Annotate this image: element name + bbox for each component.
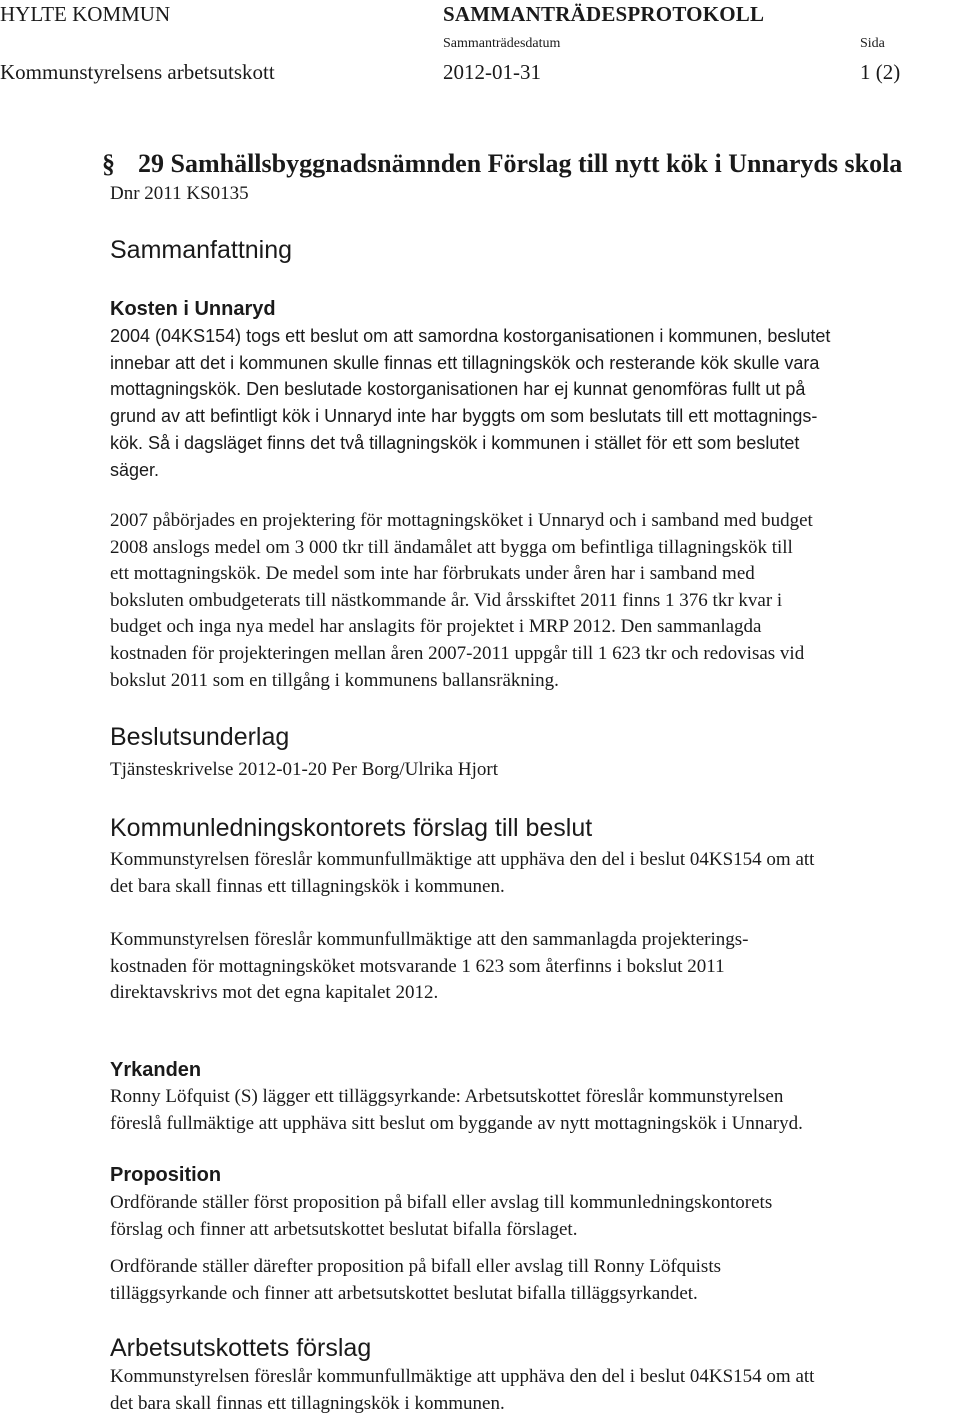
sammanfattning-para1 bbox=[110, 323, 958, 483]
text-line: mottagningskök. Den beslutade kostorganisationen har ej kunnat genomföras fullt ut på bbox=[110, 379, 806, 400]
text-line: Kommunstyrelsen föreslår kommunfullmäktige att upphäva den del i beslut 04KS154 om att bbox=[110, 1366, 815, 1387]
item-title-text: 29 Samhällsbyggnadsnämnden Förslag till nytt kök i Unnaryds skola bbox=[138, 149, 903, 178]
heading-sammanfattning: Sammanfattning bbox=[110, 236, 293, 264]
heading-kommunledningskontoret: Kommunledningskontorets förslag till beslut bbox=[110, 814, 593, 842]
text-line: boksluten ombudgeterats till nästkommande år. Vid årsskiftet 2011 finns 1 376 tkr kvar i bbox=[110, 589, 783, 611]
text-line: Ordförande ställer först proposition på bifall eller avslag till kommunledningskontorets bbox=[110, 1192, 773, 1213]
text-line: Kommunstyrelsen föreslår kommunfullmäktige att upphäva den del i beslut 04KS154 om att bbox=[110, 849, 815, 870]
text-line: det bara skall finnas ett tillagningskök i kommunen. bbox=[110, 875, 505, 897]
text-line: grund av att befintligt kök i Unnaryd inte har byggts om som beslutats till ett mottagnings- bbox=[110, 406, 818, 427]
heading-yrkanden: Yrkanden bbox=[110, 1059, 202, 1081]
yrkanden-text bbox=[110, 1084, 958, 1137]
header-date-label: Sammanträdesdatum bbox=[443, 36, 561, 51]
heading-beslutsunderlag: Beslutsunderlag bbox=[110, 723, 290, 751]
item-title bbox=[102, 149, 903, 179]
text-line: bokslut 2011 som en tillgång i kommunens ballansräkning. bbox=[110, 669, 559, 691]
text-line: kostnaden för projekteringen mellan åren 2007-2011 uppgår till 1 623 tkr och redovisas vid bbox=[110, 642, 805, 664]
kommunledning-para2 bbox=[110, 927, 958, 1007]
text-line: tilläggsyrkande och finner att arbetsutskottet beslutat bifalla tilläggsyrkandet. bbox=[110, 1282, 698, 1304]
sammanfattning-para2 bbox=[110, 508, 958, 694]
header-doc-type: SAMMANTRÄDESPROTOKOLL bbox=[443, 2, 765, 26]
text-line: budget och inga nya medel har anslagits för projektet i MRP 2012. Den sammanlagda bbox=[110, 616, 762, 638]
heading-arbetsutskottets-forslag: Arbetsutskottets förslag bbox=[110, 1334, 372, 1362]
header-page: 1 (2) bbox=[860, 60, 901, 84]
text-line: 2007 påbörjades en projektering för mottagningsköket i Unnaryd och i samband med budget bbox=[110, 510, 813, 531]
text-line: kök. Så i dagsläget finns det två tillagningskök i kommunen i stället för ett som beslutet bbox=[110, 432, 800, 453]
text-line: Tjänsteskrivelse 2012-01-20 Per Borg/Ulrika Hjort bbox=[110, 759, 499, 780]
proposition-para1 bbox=[110, 1190, 958, 1243]
section-sign: § bbox=[102, 149, 115, 178]
beslutsunderlag-text bbox=[110, 757, 958, 784]
text-line: ett mottagningskök. De medel som inte har förbrukats under åren har i samband med bbox=[110, 563, 755, 585]
subheading-kosten: Kosten i Unnaryd bbox=[110, 298, 276, 320]
arbetsutskott-text bbox=[110, 1364, 958, 1417]
heading-proposition: Proposition bbox=[110, 1164, 222, 1186]
text-line: direktavskrivs mot det egna kapitalet 2012. bbox=[110, 982, 439, 1004]
text-line: Kommunstyrelsen föreslår kommunfullmäktige att den sammanlagda projekterings- bbox=[110, 929, 749, 950]
text-line: 2004 (04KS154) togs ett beslut om att samordna kostorganisationen i kommunen, beslutet bbox=[110, 326, 831, 346]
header-org: HYLTE KOMMUN bbox=[0, 2, 171, 26]
text-line: förslag och finner att arbetsutskottet beslutat bifalla förslaget. bbox=[110, 1218, 578, 1240]
header-date: 2012-01-31 bbox=[443, 60, 541, 84]
text-line: Ordförande ställer därefter proposition på bifall eller avslag till Ronny Löfquists bbox=[110, 1256, 721, 1277]
header-page-label: Sida bbox=[860, 36, 885, 51]
text-line: säger. bbox=[110, 459, 160, 480]
text-line: innebar att det i kommunen skulle finnas ett tillagningskök och resterande kök skulle vara bbox=[110, 352, 820, 373]
text-line: 2008 anslogs medel om 3 000 tkr till ändamålet att bygga om befintliga tillagningskök till bbox=[110, 536, 793, 558]
text-line: Ronny Löfquist (S) lägger ett tilläggsyrkande: Arbetsutskottet föreslår kommunstyrelsen bbox=[110, 1086, 784, 1107]
header-committee: Kommunstyrelsens arbetsutskott bbox=[0, 60, 275, 84]
kommunledning-para1 bbox=[110, 847, 958, 900]
proposition-para2 bbox=[110, 1254, 958, 1307]
text-line: föreslå fullmäktige att upphäva sitt beslut om byggande av nytt mottagningskök i Unnaryd. bbox=[110, 1112, 803, 1134]
dnr: Dnr 2011 KS0135 bbox=[110, 183, 249, 204]
text-line: det bara skall finnas ett tillagningskök i kommunen. bbox=[110, 1392, 505, 1414]
text-line: kostnaden för mottagningsköket motsvarande 1 623 som återfinns i bokslut 2011 bbox=[110, 955, 725, 977]
